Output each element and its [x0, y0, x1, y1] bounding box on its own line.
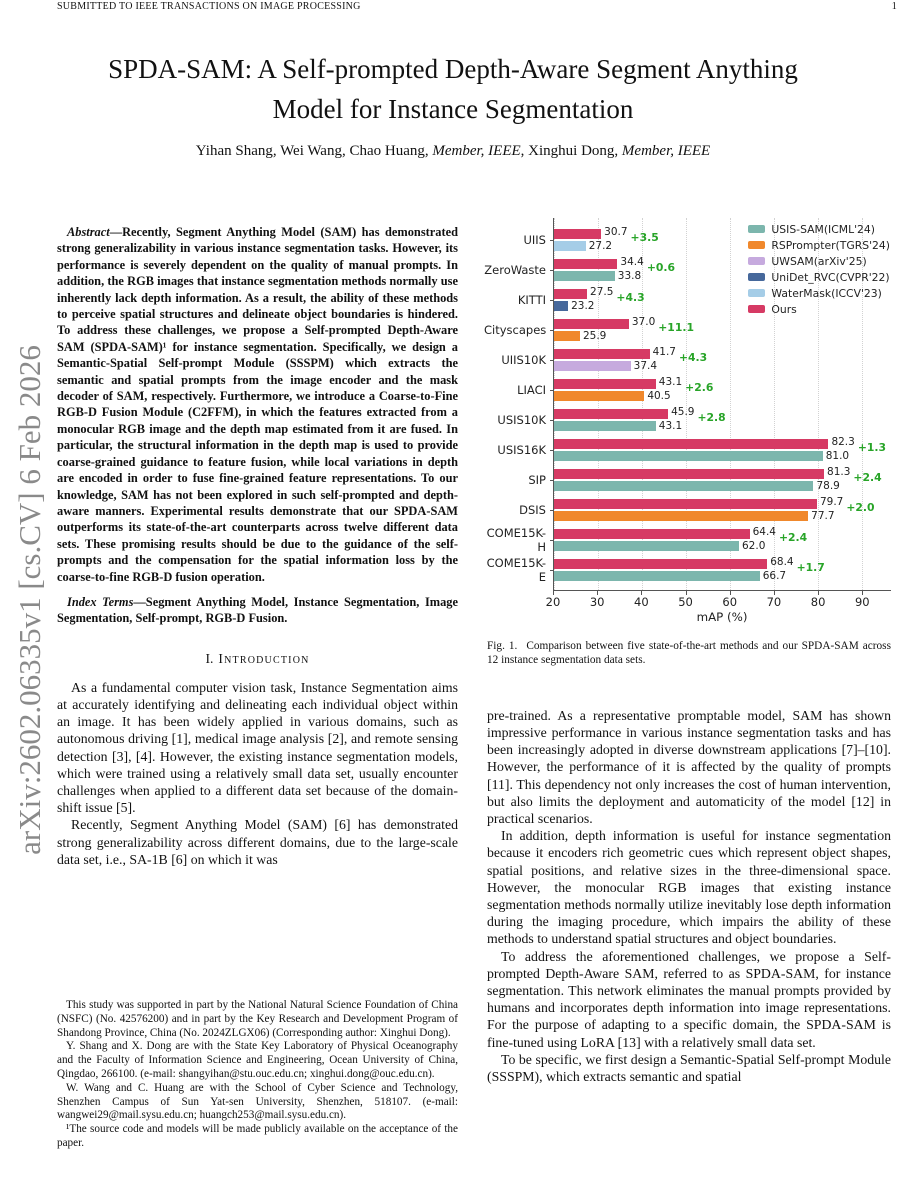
category-label: KITTI: [517, 293, 546, 307]
bar-value: 66.7: [762, 570, 787, 582]
bar-value: 27.5: [590, 286, 614, 298]
x-tick-label: 60: [722, 595, 738, 609]
x-tick-label: 20: [545, 595, 561, 609]
bar-baseline-LIACI: [554, 391, 891, 402]
bar-ours-DSIS: [554, 496, 891, 514]
legend-swatch: [748, 241, 765, 249]
bar-baseline: [554, 451, 823, 461]
bar-value: 41.7: [652, 346, 676, 358]
chart-row-USIS10K: [497, 405, 891, 435]
figure-caption-text: Comparison between five state-of-the-art methods and our SPDA-SAM across 12 instance segmentation data sets.: [487, 640, 891, 667]
bar-value: 23.2: [571, 300, 595, 312]
gain-label: +4.3: [678, 350, 708, 364]
category-label: COME15K-E: [486, 556, 546, 584]
legend-item-WaterMask: [748, 286, 890, 300]
section-title: Introduction: [218, 650, 310, 666]
chart-row-DSIS: [519, 495, 891, 525]
body-paragraph-4: To be specific, we first design a Semantic-Spatial Self-prompt Module (SSSPM), which extracts semantic and spatial: [487, 1051, 891, 1085]
gain-label: +2.0: [846, 500, 875, 514]
bar-ours: [554, 259, 617, 269]
gain-label: +2.8: [697, 410, 726, 424]
bar-value: 27.2: [588, 240, 613, 252]
footnote-code-release: ¹The source code and models will be made publicly available on the acceptance of the paper.: [57, 1123, 458, 1149]
bar-value: 33.8: [617, 270, 642, 282]
legend-item-UniDet_RVC: [748, 270, 890, 284]
gain-label: +11.1: [658, 320, 694, 334]
legend-swatch: [748, 273, 765, 281]
chart-xaxis: [545, 591, 891, 610]
author-names: Yihan Shang, Wei Wang, Chao Huang,: [195, 143, 433, 159]
right-column: [484, 218, 891, 1085]
page-number: 1: [891, 1, 897, 12]
category-label: LIACI: [517, 383, 546, 397]
gain-label: +2.6: [685, 380, 714, 394]
bar-value: 78.9: [816, 480, 840, 492]
bar-ours-USIS16K: [554, 436, 891, 454]
chart-xaxis-label: mAP (%): [696, 610, 748, 624]
chart-plot: [484, 218, 891, 591]
legend-label: USIS-SAM(ICML'24): [771, 222, 876, 236]
chart-row-COME15K-H: [486, 525, 891, 555]
bar-baseline-SIP: [554, 481, 891, 492]
legend-swatch: [748, 305, 765, 313]
paper-title-line2: Model for Instance Segmentation: [272, 94, 634, 124]
gain-label: +1.7: [796, 560, 825, 574]
gain-label: +2.4: [853, 470, 882, 484]
x-tick-label: 80: [810, 595, 826, 609]
x-tick-label: 40: [634, 595, 649, 609]
running-header: [57, 1, 897, 12]
bar-ours: [554, 499, 817, 509]
legend-label: Ours: [771, 302, 797, 316]
bar-ours: [554, 409, 668, 419]
bar-ours: [554, 229, 601, 239]
gain-label: +4.3: [616, 290, 645, 304]
bar-baseline: [554, 391, 644, 401]
bar-value: 40.5: [647, 390, 671, 402]
bar-value: 37.4: [633, 360, 658, 372]
index-terms: [57, 594, 458, 627]
bar-ours: [554, 439, 828, 449]
abstract-text: —Recently, Segment Anything Model (SAM) has demonstrated strong generalizability in various instance segmentation tasks. However, its performance is severely dependent on the quality of manual prompts. In addition, the RGB images that instance segmentation methods normally use inherently lack depth information. As a result, the ability of these methods to perceive spatial structures and delineate object boundaries is hindered. To address these challenges, we propose a Self-prompted Depth-Aware SAM (SPDA-SAM)¹ for instance segmentation. Specifically, we design a Semantic-Spatial Self-prompt Module (SSSPM) which extracts the semantic and spatial prompts from the image encoder and the mask decoder of SAM, respectively. Furthermore, we introduce a Coarse-to-Fine RGB-D Fusion Module (C2FFM), in which the features extracted from a monocular RGB image and the depth map estimated from it are fused. In particular, the structural information in the depth map is used to provide coarse-grained guidance to feature fusion, while local variations in depth are encoded in order to fuse fine-grained feature representations. To our knowledge, SAM has not been explored in such self-prompted and depth-aware manners. Experimental results demonstrate that our SPDA-SAM outperforms its state-of-the-art counterparts across twelve different data sets. These promising results should be due to the guidance of the self-prompts and the compensation for the spatial information loss by the coarse-to-fine RGB-D fusion operation.: [57, 225, 458, 584]
body-paragraph-1: pre-trained. As a representative promptable model, SAM has shown impressive performance in various instance segmentation tasks and has been increasingly adopted in diverse downstream applications [7]–[10]. However, the performance of it is affected by the quality of prompts [11]. This dependency not only increases the cost of human intervention, but also limits the deployment and automaticity of the model [12] in practical scenarios.: [487, 707, 891, 827]
bar-baseline: [554, 541, 739, 551]
figure-1-caption: [487, 639, 891, 668]
section-number: I.: [205, 650, 214, 666]
legend-item-UWSAM: [748, 254, 890, 268]
intro-paragraph-1: As a fundamental computer vision task, Instance Segmentation aims at accurately identifying and delineating each individual object within an image. It has been widely applied in various domains, such as autonomous driving [1], medical image analysis [2], and remote sensing detection [3], [4]. However, the existing instance segmentation models, which were trained using a relatively small data set, usually encounter challenges when applied to a different data set because of the domain-shift issue [5].: [57, 679, 458, 816]
abstract: [57, 224, 458, 585]
bar-ours-LIACI: [554, 376, 891, 394]
category-label: USIS10K: [497, 413, 546, 427]
gain-label: +0.6: [646, 260, 675, 274]
category-label: SIP: [528, 473, 546, 487]
running-header-text: SUBMITTED TO IEEE TRANSACTIONS ON IMAGE PROCESSING: [57, 1, 361, 12]
index-terms-text: —Segment Anything Model, Instance Segmentation, Image Segmentation, Self-prompt, RGB-D Fusion.: [57, 594, 458, 626]
left-column: [57, 224, 458, 868]
category-label: UIIS10K: [501, 353, 546, 367]
right-column-body: [487, 707, 891, 1085]
bar-value: 43.1: [658, 420, 683, 432]
bar-ours-UIIS10K: [554, 346, 891, 364]
chart-row-USIS16K: [497, 435, 891, 465]
bar-value: 81.3: [827, 466, 851, 478]
bar-ours-COME15K-E: [554, 556, 891, 574]
bar-value: 62.0: [742, 540, 766, 552]
gain-label: +1.3: [857, 440, 887, 454]
category-label: DSIS: [519, 503, 546, 517]
bar-baseline: [554, 301, 568, 311]
legend-label: RSPrompter(TGRS'24): [771, 238, 890, 252]
bar-ours: [554, 529, 750, 539]
x-tick-label: 70: [766, 595, 782, 609]
author-line: [0, 143, 906, 160]
index-terms-label: Index Terms: [67, 594, 134, 609]
chart-row-Cityscapes: [484, 315, 891, 345]
bar-baseline-COME15K-H: [554, 541, 891, 552]
bar-value: 30.7: [604, 226, 628, 238]
bar-baseline: [554, 271, 615, 281]
bar-baseline-Cityscapes: [554, 331, 891, 342]
figure-caption-label: Fig. 1.: [487, 640, 518, 652]
body-paragraph-2: In addition, depth information is useful for instance segmentation because it encoders rich geometric cues which represent object shapes, spatial positions, and relative sizes in the three-dimensional space. However, the monocular RGB images that existing instance segmentation methods normally utilize inevitably lose depth information during the imaging procedure, which impairs the ability of these methods to understand spatial structures and object boundaries.: [487, 828, 891, 947]
bar-value: 77.7: [811, 510, 835, 522]
bar-value: 68.4: [770, 556, 794, 568]
bar-ours: [554, 349, 650, 359]
bar-baseline-USIS16K: [554, 451, 891, 462]
intro-paragraph-2: Recently, Segment Anything Model (SAM) [6] has demonstrated strong generalizability across different domains, due to the large-scale data set, i.e., SA-1B [6] on which it was: [57, 817, 458, 867]
gain-label: +2.4: [778, 530, 808, 544]
x-tick-label: 50: [678, 595, 693, 609]
legend-label: UWSAM(arXiv'25): [771, 254, 867, 268]
bar-value: 45.9: [671, 406, 695, 418]
chart-row-UIIS10K: [501, 345, 891, 375]
legend-item-Ours: [748, 302, 890, 316]
bar-ours: [554, 469, 824, 479]
bar-baseline: [554, 361, 631, 371]
bar-value: 79.7: [819, 496, 844, 508]
legend-label: WaterMask(ICCV'23): [771, 286, 882, 300]
bar-baseline: [554, 331, 580, 341]
legend-swatch: [748, 289, 765, 297]
bar-baseline: [554, 421, 656, 431]
bar-ours-USIS10K: [554, 406, 891, 424]
x-tick-label: 30: [589, 595, 605, 609]
footnote-affiliation-2: W. Wang and C. Huang are with the School of Cyber Science and Technology, Shenzhen Campus of Sun Yat-sen University, Shenzhen, 518107. (e-mail: wangwei29@mail.sysu.edu.cn; huangch253@mail.sysu.edu.cn).: [57, 1081, 458, 1122]
category-label: Cityscapes: [484, 323, 547, 337]
chart-legend: [748, 222, 890, 316]
category-label: UIIS: [523, 233, 546, 247]
legend-swatch: [748, 225, 765, 233]
author-names: , Xinghui Dong,: [520, 143, 622, 159]
chart-row-LIACI: [517, 375, 891, 405]
bar-ours-SIP: [554, 466, 891, 484]
bar-value: 37.0: [631, 316, 656, 328]
figure-1-chart: [484, 218, 891, 624]
category-label: USIS16K: [497, 443, 546, 457]
paper-title: [0, 49, 906, 129]
bar-value: 81.0: [825, 450, 850, 462]
bar-ours: [554, 379, 656, 389]
footnote-funding: This study was supported in part by the National Natural Science Foundation of China (NSFC) (No. 42576200) and in part by the Key Research and Development Program of Shandong Province, China (No. 2024ZLGX06) (Corresponding author: Xinghui Dong).: [57, 999, 458, 1039]
x-tick-label: 90: [854, 595, 870, 609]
bar-ours: [554, 319, 629, 329]
bar-baseline: [554, 481, 813, 491]
bar-baseline-COME15K-E: [554, 571, 891, 582]
legend-item-RSPrompter: [748, 238, 890, 252]
author-membership: Member, IEEE: [432, 143, 521, 159]
category-label: COME15K-H: [486, 526, 546, 554]
gain-label: +3.5: [630, 230, 659, 244]
bar-value: 43.1: [658, 376, 683, 388]
chart-row-SIP: [528, 465, 891, 495]
section-heading-introduction: [57, 651, 458, 667]
bar-value: 25.9: [582, 330, 607, 342]
bar-baseline: [554, 241, 586, 251]
paper-title-line1: SPDA-SAM: A Self-prompted Depth-Aware Segment Anything: [108, 54, 798, 84]
author-membership: Member, IEEE: [621, 143, 711, 159]
bar-ours-COME15K-H: [554, 526, 891, 544]
bar-value: 82.3: [831, 436, 855, 448]
bar-value: 34.4: [620, 256, 644, 268]
bar-baseline-UIIS10K: [554, 361, 891, 372]
bar-baseline-DSIS: [554, 511, 891, 522]
bar-baseline: [554, 571, 760, 581]
category-label: ZeroWaste: [484, 263, 546, 277]
footnote-affiliation-1: Y. Shang and X. Dong are with the State Key Laboratory of Physical Oceanography and the Faculty of Information Science and Engineering, Ocean University of China, Qingdao, 266100. (e-mail: shangyihan@stu.ouc.edu.cn; xinghui.dong@ouc.edu.cn).: [57, 1040, 458, 1080]
bar-value: 64.4: [752, 526, 776, 538]
legend-item-USIS-SAM: [748, 222, 890, 236]
body-paragraph-3: To address the aforementioned challenges, we propose a Self-prompted Depth-Aware SAM, referred to as SPDA-SAM, for instance segmentation. This network eliminates the manual prompts provided by humans and incorporates depth information into image representations. For the purpose of adapting to a specific domain, the SPDA-SAM is fine-tuned using LoRA [13] with a relatively small data set.: [487, 948, 891, 1050]
chart-row-COME15K-E: [486, 555, 891, 585]
bar-ours: [554, 289, 587, 299]
bar-ours: [554, 559, 767, 569]
bar-baseline-USIS10K: [554, 421, 891, 432]
abstract-label: Abstract: [67, 225, 110, 239]
arxiv-stamp: arXiv:2602.06335v1 [cs.CV] 6 Feb 2026: [12, 345, 47, 855]
footnote-block: [57, 999, 458, 1151]
bar-ours-Cityscapes: [554, 316, 891, 334]
bar-baseline: [554, 511, 808, 521]
legend-swatch: [748, 257, 765, 265]
figure-1: [484, 218, 891, 668]
legend-label: UniDet_RVC(CVPR'22): [771, 270, 890, 284]
